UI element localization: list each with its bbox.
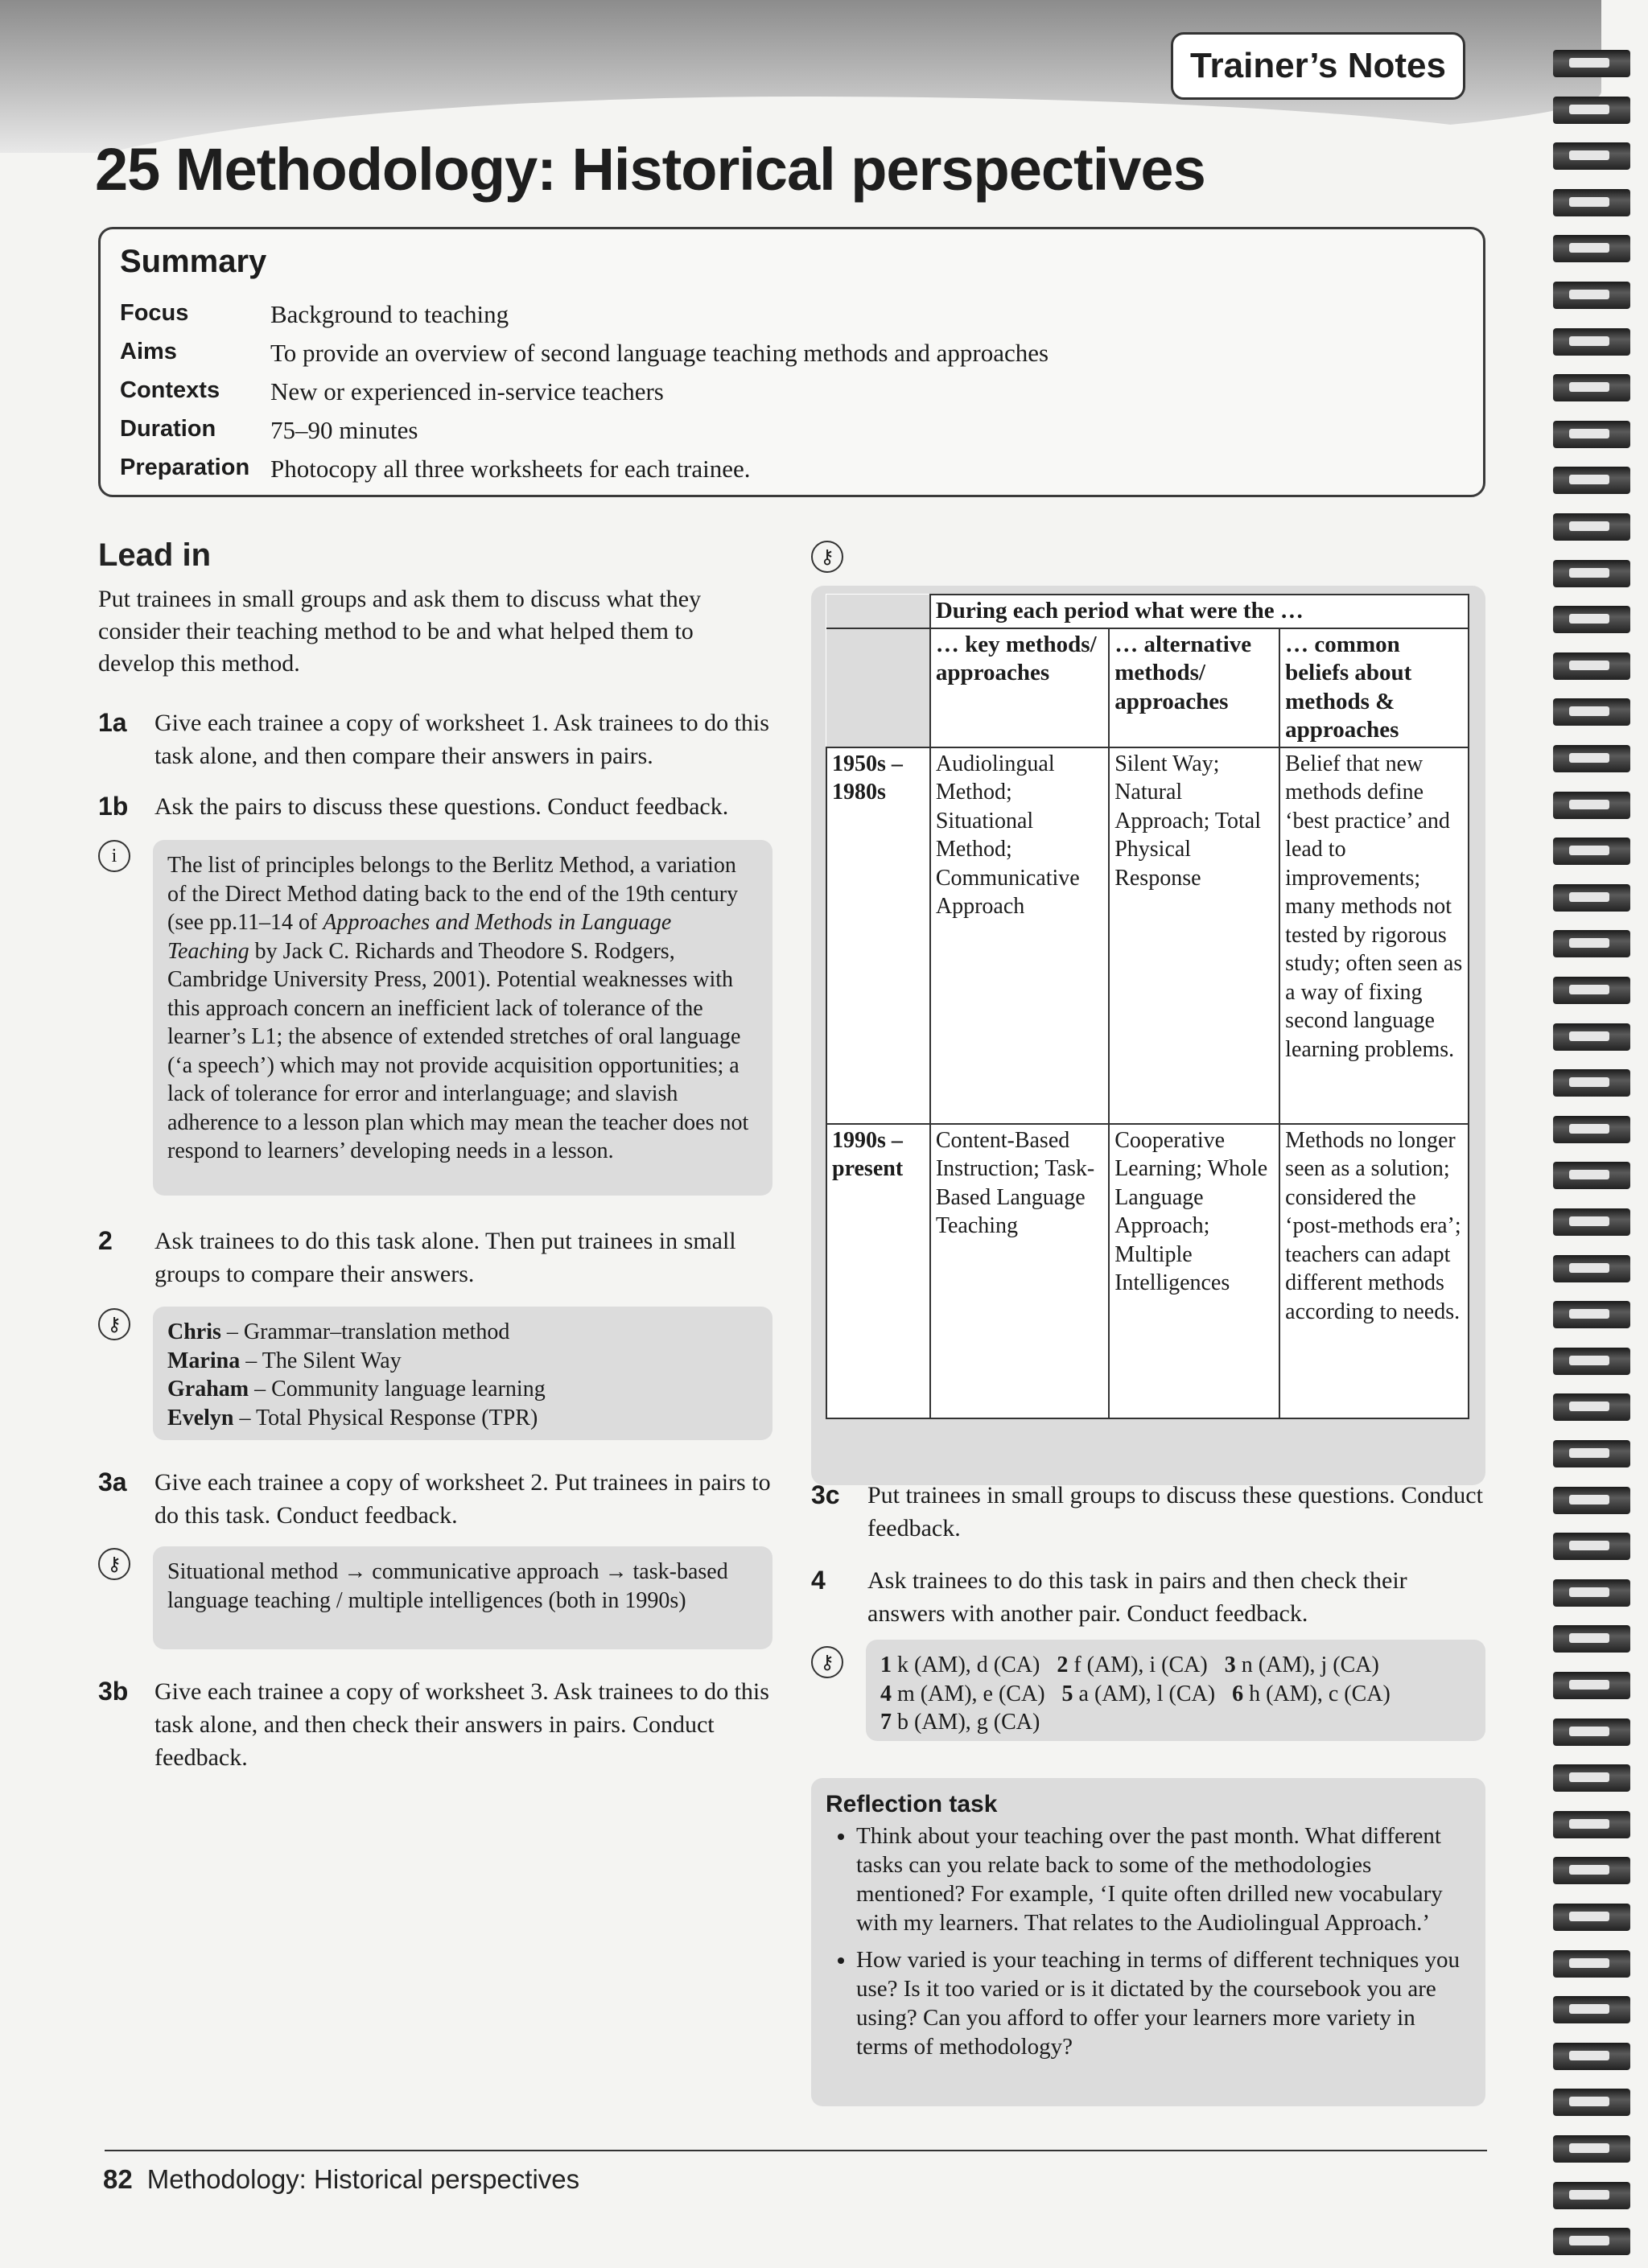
column-header-alternative: … alternative methods/ approaches [1109,628,1279,747]
reflection-list [826,1821,1471,2061]
spiral-ring [1553,792,1630,819]
spiral-ring [1553,1672,1630,1699]
key-line [167,1404,758,1433]
table-row [826,747,1469,1124]
reflection-task-box [811,1778,1485,2106]
summary-value: To provide an overview of second language teaching methods and approaches [270,339,1049,367]
summary-label: Contexts [120,377,220,403]
page-number: 82 [103,2164,133,2194]
key-icon: ⚷ [811,541,843,573]
step-text: Put trainees in small groups to discuss these questions. Conduct feedback. [867,1482,1483,1541]
lead-in-heading: Lead in [98,537,212,573]
step-text: Ask trainees to do this task alone. Then put trainees in small groups to compare their answers. [154,1228,736,1287]
summary-value: New or experienced in-service teachers [270,377,664,405]
step-4 [811,1564,1485,1630]
key-num: 4 [880,1681,892,1706]
key-answer: b (AM), g (CA) [892,1710,1040,1735]
key-num: 2 [1057,1653,1069,1677]
page-title: 25 Methodology: Historical perspectives [95,136,1205,203]
key-answer: – Grammar–translation method [220,1319,510,1344]
spiral-ring [1553,421,1630,448]
key-answer: a (AM), l (CA) [1073,1681,1216,1706]
spiral-ring [1553,1950,1630,1978]
answer-key-3a: Situational method → communicative approach → task-based language teaching / multiple intelligences (both in 1990s) [153,1546,772,1649]
spiral-ring [1553,560,1630,587]
step-text: Give each trainee a copy of worksheet 3. Ask trainees to do this task alone, and then check their answers in pairs. Conduct feedback. [154,1678,769,1771]
key-line [880,1708,1471,1737]
key-line [880,1651,1471,1680]
step-number: 4 [811,1566,826,1595]
spiral-ring [1553,142,1630,170]
key-line [167,1318,758,1347]
spiral-ring [1553,1208,1630,1236]
key-answer: – Total Physical Response (TPR) [233,1405,538,1430]
key-answer: m (AM), e (CA) [892,1681,1045,1706]
step-3c [811,1479,1485,1545]
spiral-ring [1553,235,1630,262]
spiral-ring [1553,1811,1630,1838]
spiral-ring [1553,1904,1630,1931]
summary-row-focus [120,300,509,329]
lead-in-intro: Put trainees in small groups and ask them to discuss what they consider their teaching method to be and what helped them to develop this method. [98,586,702,677]
table-row [826,1124,1469,1418]
spiral-ring [1553,652,1630,680]
answer-key-2 [153,1307,772,1440]
spiral-ring [1553,1579,1630,1607]
spiral-ring [1553,1718,1630,1746]
spiral-ring [1553,1533,1630,1560]
step-number: 3c [811,1480,840,1509]
table-corner [826,595,930,628]
summary-box [98,227,1485,497]
spiral-ring [1553,1996,1630,2023]
spiral-ring [1553,1625,1630,1653]
trainers-notes-badge: Trainer’s Notes [1171,32,1465,100]
key-methods-cell: Audiolingual Method; Situational Method; Communicative Approach [930,747,1109,1124]
spiral-ring [1553,467,1630,494]
key-methods-cell: Content-Based Instruction; Task-Based Language Teaching [930,1124,1109,1418]
summary-label: Focus [120,300,189,326]
answer-key-4 [866,1640,1485,1741]
step-1b [98,790,772,823]
key-icon: ⚷ [98,1308,130,1340]
spiral-ring [1553,1116,1630,1143]
period-cell: 1990s – present [826,1124,930,1418]
step-3a [98,1466,772,1532]
reflection-bullet: • How varied is your teaching in terms of different techniques you use? Is it too varied or is it dictated by the coursebook you are using? Can you afford to offer your learners more variety in terms of methodology? [856,1945,1471,2061]
spiral-ring [1553,2228,1630,2255]
key-icon: ⚷ [98,1548,130,1580]
step-text: Ask trainees to do this task in pairs and then check their answers with another pair. Conduct feedback. [867,1567,1407,1627]
info-note-box [153,840,772,1196]
key-num: 1 [880,1653,892,1677]
step-text: Give each trainee a copy of worksheet 2. Put trainees in pairs to do this task. Conduct feedback. [154,1469,771,1529]
spiral-ring [1553,1255,1630,1282]
beliefs-cell: Methods no longer seen as a solution; considered the ‘post-methods era’; teachers can adapt different methods according to needs. [1279,1124,1469,1418]
summary-value: Background to teaching [270,300,509,328]
spiral-ring [1553,1301,1630,1328]
step-number: 3a [98,1467,127,1496]
periods-table-box [811,586,1485,1485]
key-answer: – The Silent Way [240,1348,402,1373]
summary-row-aims [120,339,1049,368]
info-note-text-1: The list of principles belongs to the Berlitz Method, a variation of the Direct Method dating back to the end of the 19th century (see pp.11–14 of [167,853,739,935]
page-footer [103,2164,579,2195]
key-answer: – Community language learning [249,1377,546,1402]
key-answer: f (AM), i (CA) [1068,1653,1208,1677]
spiral-ring [1553,1023,1630,1051]
spiral-ring [1553,1440,1630,1467]
period-cell: 1950s – 1980s [826,747,930,1124]
spiral-ring [1553,1487,1630,1514]
summary-value: 75–90 minutes [270,416,418,444]
spiral-binding [1553,0,1648,2268]
spiral-ring [1553,977,1630,1004]
left-column [98,537,772,1771]
spiral-ring [1553,282,1630,309]
spiral-ring [1553,2043,1630,2070]
key-num: 3 [1224,1653,1236,1677]
spiral-ring [1553,97,1630,124]
summary-value: Photocopy all three worksheets for each trainee. [270,455,751,483]
summary-row-contexts [120,377,664,406]
spiral-ring [1553,374,1630,401]
info-note-book-title: Approaches and Methods in Language Teaching [167,910,672,964]
spiral-ring [1553,1764,1630,1792]
footer-rule [105,2150,1487,2151]
step-1a [98,706,772,772]
footer-title: Methodology: Historical perspectives [146,2164,580,2194]
key-name: Chris [167,1319,221,1344]
key-icon: ⚷ [811,1646,843,1678]
spiral-ring [1553,189,1630,216]
info-note-text-2: by Jack C. Richards and Theodore S. Rodgers, Cambridge University Press, 2001). Potential weaknesses with this approach concern an inefficient lack of tolerance of the learner’s L1; the absence of extended stretches of oral language (‘a speech’) which may not provide acquisition opportunities; a lack of tolerance for error and interlanguage; and slavish adherence to a lesson plan which may mean the teacher does not respond to learners’ developing needs in a lesson. [167,938,749,1163]
key-name: Evelyn [167,1405,234,1430]
key-num: 7 [880,1710,892,1735]
spiral-ring [1553,930,1630,957]
table-corner [826,628,930,747]
periods-table [826,594,1469,1419]
key-line [167,1375,758,1404]
spiral-ring [1553,1393,1630,1421]
spiral-ring [1553,328,1630,356]
key-answer: n (AM), j (CA) [1235,1653,1379,1677]
column-header-key: … key methods/ approaches [930,628,1109,747]
key-num: 6 [1232,1681,1244,1706]
summary-heading: Summary [120,244,267,279]
step-number: 2 [98,1226,113,1255]
step-2 [98,1225,772,1290]
summary-label: Preparation [120,455,250,480]
spiral-ring [1553,698,1630,726]
spiral-ring [1553,50,1630,77]
table-top-header: During each period what were the … [930,595,1469,628]
key-answer: k (AM), d (CA) [892,1653,1040,1677]
step-text: Give each trainee a copy of worksheet 1. Ask trainees to do this task alone, and then compare their answers in pairs. [154,710,769,769]
key-num: 5 [1061,1681,1073,1706]
step-number: 1a [98,708,127,737]
spiral-ring [1553,606,1630,633]
summary-label: Aims [120,339,177,364]
spiral-ring [1553,745,1630,772]
key-answer: h (AM), c (CA) [1243,1681,1390,1706]
alternative-methods-cell: Silent Way; Natural Approach; Total Physical Response [1109,747,1279,1124]
spiral-ring [1553,513,1630,541]
spiral-ring [1553,1348,1630,1375]
spiral-ring [1553,838,1630,865]
summary-label: Duration [120,416,216,442]
spiral-ring [1553,1069,1630,1097]
step-number: 3b [98,1677,129,1706]
step-number: 1b [98,792,129,821]
key-line [167,1347,758,1376]
reflection-bullet: • Think about your teaching over the past month. What different tasks can you relate back to some of the methodologies mentioned? For example, ‘I quite often drilled new vocabulary with my learners. That relates to the Audiolingual Approach.’ [856,1821,1471,1937]
spiral-ring [1553,2182,1630,2209]
spiral-ring [1553,1162,1630,1189]
spiral-ring [1553,884,1630,912]
spiral-ring [1553,2135,1630,2163]
beliefs-cell: Belief that new methods define ‘best practice’ and lead to improvements; many methods not tested by rigorous study; often seen as a way of fixing second language learning problems. [1279,747,1469,1124]
step-text: Ask the pairs to discuss these questions. Conduct feedback. [154,793,729,820]
alternative-methods-cell: Cooperative Learning; Whole Language Approach; Multiple Intelligences [1109,1124,1279,1418]
key-line [880,1680,1471,1709]
info-icon: i [98,840,130,872]
summary-row-duration [120,416,418,445]
summary-row-preparation [120,455,751,484]
column-header-beliefs: … common beliefs about methods & approaches [1279,628,1469,747]
key-name: Marina [167,1348,241,1373]
spiral-ring [1553,2089,1630,2116]
step-3b [98,1675,772,1774]
reflection-heading: Reflection task [826,1791,998,1817]
spiral-ring [1553,1857,1630,1884]
key-name: Graham [167,1377,249,1402]
